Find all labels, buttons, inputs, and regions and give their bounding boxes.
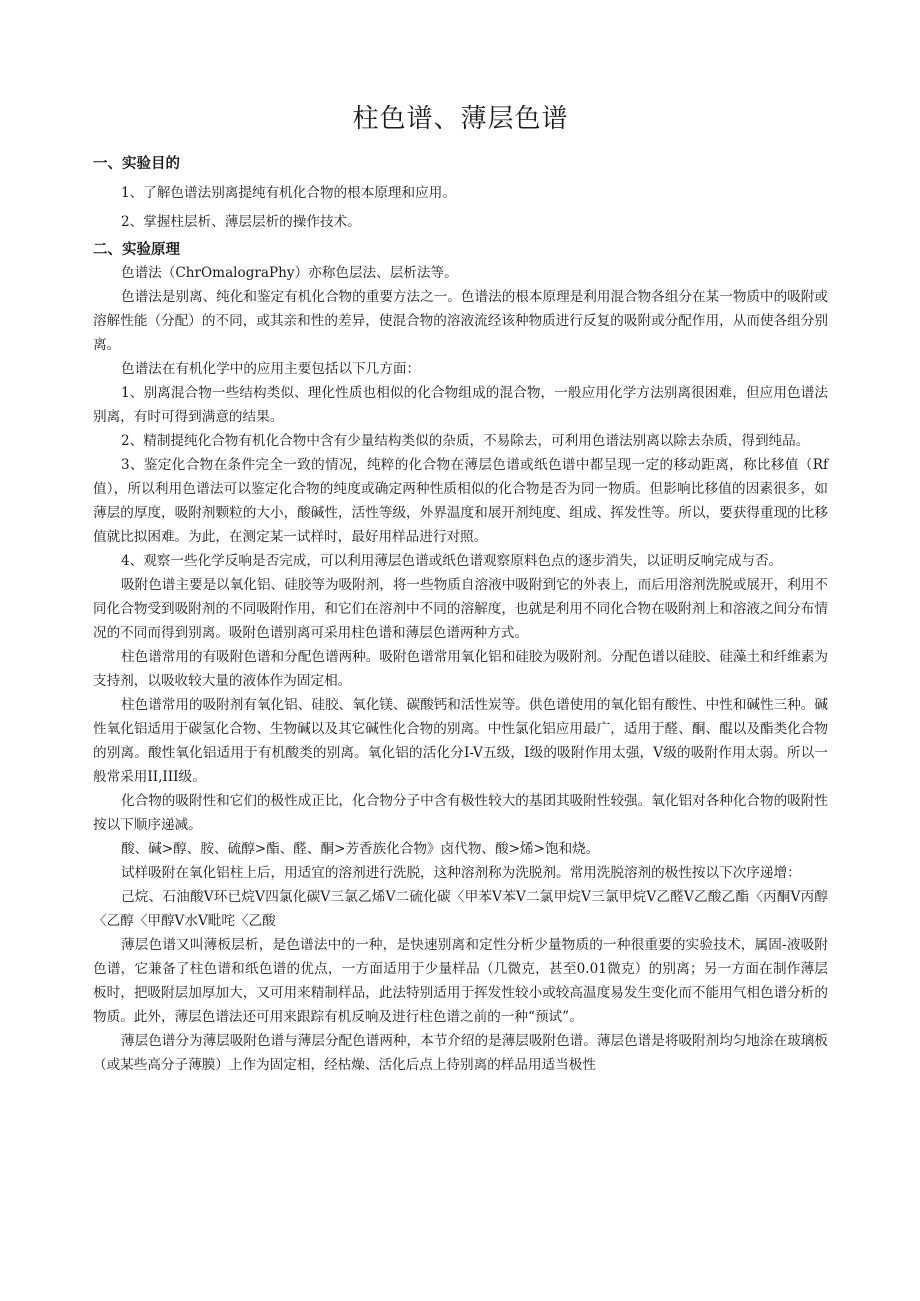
purpose-item: 2、掌握柱层析、薄层层析的操作技术。: [121, 214, 361, 230]
section-heading-purpose: 一、实验目的: [93, 156, 180, 172]
purpose-item: 1、了解色谱法别离提纯有机化合物的根本原理和应用。: [121, 185, 456, 201]
paragraph: 己烷、石油酸V环已烷V四氯化碳V三氯乙烯V二硫化碳〈甲苯V苯V二氯甲烷V三氯甲烷V乙醛V乙酸乙酯〈丙酮V丙醇〈乙醇〈甲醇V水V毗咤〈乙酸: [93, 889, 828, 929]
paragraph: 色谱法在有机化学中的应用主要包括以下几方面：: [121, 361, 421, 377]
paragraph: 1、别离混合物一些结构类似、理化性质也相似的化合物组成的混合物，一般应用化学方法别离很困难，但应用色谱法别离，有时可得到满意的结果。: [93, 385, 828, 425]
paragraph: 薄层色谱分为薄层吸附色谱与薄层分配色谱两种，本节介绍的是薄层吸附色谱。薄层色谱是将吸附剂均匀地涂在玻璃板（或某些高分子薄膜）上作为固定相，经枯燥、活化后点上待别离的样品用适当极性: [93, 1033, 828, 1073]
paragraph: 薄层色谱又叫薄板层析，是色谱法中的一种，是快速别离和定性分析少量物质的一种很重要的实验技术，属固-液吸附色谱，它兼备了柱色谱和纸色谱的优点，一方面适用于少量样品（几微克，甚至0.01微克）的别离；另一方面在制作薄层板时，把吸附层加厚加大，又可用来精制样品，此法特别适用于挥发性较小或较高温度易发生变化而不能用气相色谱分析的物质。此外，薄层色谱法还可用来跟踪有机反响及进行柱色谱之前的一种“预试”。: [93, 937, 828, 1025]
paragraph: 柱色谱常用的吸附剂有氧化铝、硅胶、氧化镁、碳酸钙和活性炭等。供色谱使用的氧化铝有酸性、中性和碱性三种。碱性氧化铝适用于碳氢化合物、生物碱以及其它碱性化合物的别离。中性氯化铝应用最广，适用于醛、酮、醌以及酯类化合物的别离。酸性氧化铝适用于有机酸类的别离。氧化铝的活化分I-V五级，I级的吸附作用太强，V级的吸附作用太弱。所以一般常采用II,III级。: [93, 697, 828, 785]
paragraph: 4、观察一些化学反响是否完成，可以利用薄层色谱或纸色谱观察原料色点的逐步消失，以证明反响完成与否。: [121, 553, 783, 569]
paragraph: 色谱法是别离、纯化和鉴定有机化合物的重要方法之一。色谱法的根本原理是利用混合物各组分在某一物质中的吸附或溶解性能（分配）的不同，或其亲和性的差异，使混合物的溶液流经该种物质进行反复的吸附或分配作用，从而使各组分别离。: [93, 289, 828, 353]
paragraph: 化合物的吸附性和它们的极性成正比，化合物分子中含有极性较大的基团其吸附性较强。氧化铝对各种化合物的吸附性按以下顺序递减。: [93, 793, 828, 833]
document-page: [93, 98, 828, 1077]
paragraph: 3、鉴定化合物在条件完全一致的情况，纯粹的化合物在薄层色谱或纸色谱中都呈现一定的移动距离，称比移值（Rf值），所以利用色谱法可以鉴定化合物的纯度或确定两种性质相似的化合物是否为同一物质。但影响比移值的因素很多，如薄层的厚度，吸附剂颗粒的大小，酸碱性，活性等级，外界温度和展开剂纯度、组成、挥发性等。所以，要获得重现的比移值就比拟困难。为此，在测定某一试样时，最好用样品进行对照。: [93, 457, 828, 545]
paragraph: 酸、碱>醇、胺、硫醇>酯、醛、酮>芳香族化合物》卤代物、酸>烯>饱和烧。: [121, 841, 600, 857]
paragraph: 色谱法（ChrOmalograPhy）亦称色层法、层析法等。: [121, 265, 458, 281]
paragraph: 柱色谱常用的有吸附色谱和分配色谱两种。吸附色谱常用氧化铝和硅胶为吸附剂。分配色谱以硅胶、硅藻土和纤维素为支持剂，以吸收较大量的液体作为固定相。: [93, 649, 828, 689]
paragraph: 吸附色谱主要是以氧化铝、硅胶等为吸附剂，将一些物质自溶液中吸附到它的外表上，而后用溶剂洗脱或展开，利用不同化合物受到吸附剂的不同吸附作用，和它们在溶剂中不同的溶解度，也就是利用不同化合物在吸附剂上和溶液之间分布情况的不同而得到别离。吸附色谱别离可采用柱色谱和薄层色谱两种方式。: [93, 577, 828, 641]
paragraph: 试样吸附在氧化铝柱上后，用适宜的溶剂进行洗脱，这种溶剂称为洗脱剂。常用洗脱溶剂的极性按以下次序递增：: [121, 865, 801, 881]
section-heading-principle: 二、实验原理: [93, 242, 180, 258]
paragraph: 2、精制提纯化合物有机化合物中含有少量结构类似的杂质，不易除去，可利用色谱法别离以除去杂质，得到纯品。: [121, 433, 810, 449]
page-title: 柱色谱、薄层色谱: [352, 104, 569, 134]
